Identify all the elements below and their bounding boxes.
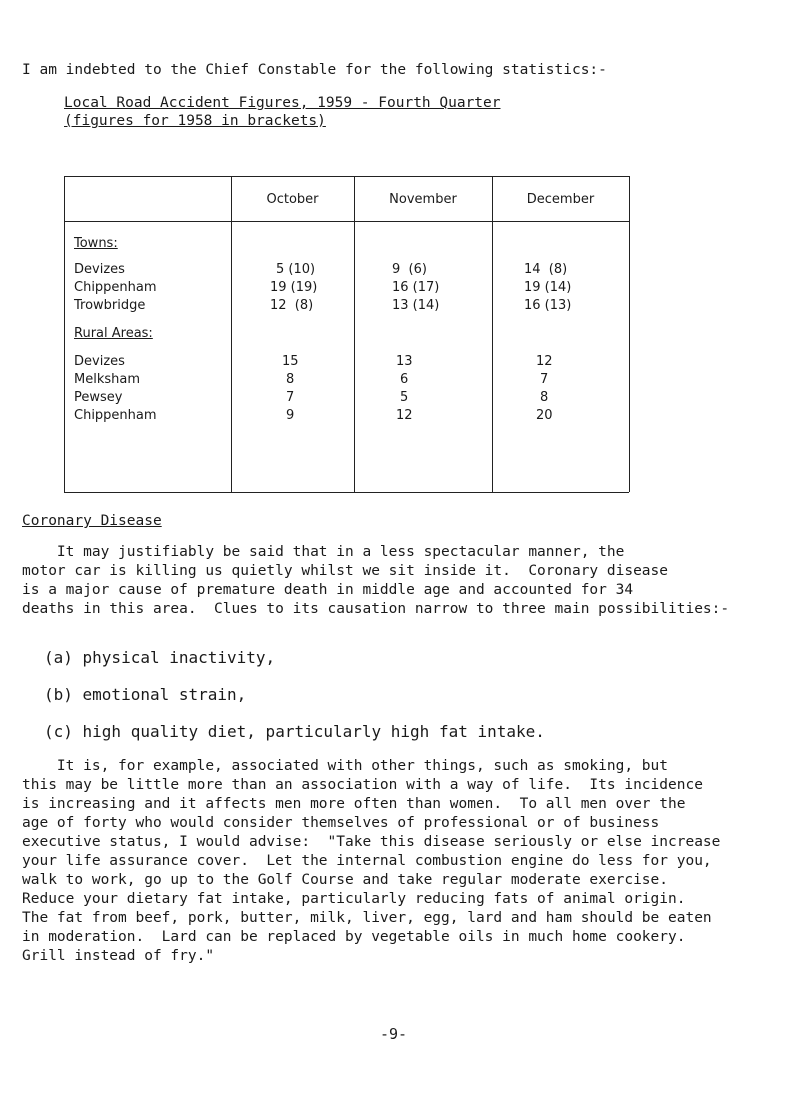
table-border-left <box>64 176 65 492</box>
list-item: (c) high quality diet, particularly high fat intake. <box>44 722 545 741</box>
table-cell: 12 <box>536 354 553 369</box>
table-border-right <box>629 176 630 492</box>
row-label: Chippenham <box>74 280 157 295</box>
row-label: Pewsey <box>74 390 123 405</box>
table-divider <box>492 176 493 492</box>
paragraph-line: this may be little more than an association with a way of life. Its incidence <box>22 777 703 793</box>
table-cell: 9 <box>286 408 295 423</box>
accident-table <box>64 176 629 492</box>
paragraph-line: your life assurance cover. Let the internal combustion engine do less for you, <box>22 853 712 869</box>
table-cell: 16 (17) <box>392 280 440 295</box>
table-cell: 5 <box>400 390 409 405</box>
paragraph-line: is a major cause of premature death in middle age and accounted for 34 <box>22 582 634 598</box>
table-header-rule <box>64 221 629 222</box>
row-label: Devizes <box>74 354 125 369</box>
paragraph-line: Reduce your dietary fat intake, particularly reducing fats of animal origin. <box>22 891 686 907</box>
table-cell: 15 <box>282 354 299 369</box>
row-label: Chippenham <box>74 408 157 423</box>
intro-text: I am indebted to the Chief Constable for the following statistics:- <box>22 62 607 78</box>
paragraph-line: age of forty who would consider themselves of professional or of business <box>22 815 660 831</box>
paragraph-line: walk to work, go up to the Golf Course and take regular moderate exercise. <box>22 872 669 888</box>
column-header-december: December <box>526 192 595 207</box>
column-header-october: October <box>266 192 319 207</box>
paragraph-line: executive status, I would advise: "Take this disease seriously or else increase <box>22 834 721 850</box>
table-border-bottom <box>64 492 629 493</box>
list-item: (b) emotional strain, <box>44 685 247 704</box>
table-border-top <box>64 176 629 177</box>
table-cell: 19 (19) <box>270 280 318 295</box>
row-label: Devizes <box>74 262 125 277</box>
paragraph-line: motor car is killing us quietly whilst we sit inside it. Coronary disease <box>22 563 669 579</box>
table-cell: 13 (14) <box>392 298 440 313</box>
table-cell: 8 <box>540 390 549 405</box>
towns-section-label: Towns: <box>74 236 118 251</box>
page-number: -9- <box>380 1025 408 1043</box>
table-cell: 9 (6) <box>392 262 427 277</box>
row-label: Melksham <box>74 372 140 387</box>
section-title: Coronary Disease <box>22 513 162 529</box>
table-cell: 7 <box>540 372 549 387</box>
table-divider <box>231 176 232 492</box>
table-cell: 6 <box>400 372 409 387</box>
table-cell: 19 (14) <box>524 280 572 295</box>
table-subheading: (figures for 1958 in brackets) <box>64 113 326 129</box>
paragraph-line: It is, for example, associated with other things, such as smoking, but <box>22 758 669 774</box>
paragraph-line: in moderation. Lard can be replaced by vegetable oils in much home cookery. <box>22 929 686 945</box>
paragraph-line: is increasing and it affects men more often than women. To all men over the <box>22 796 686 812</box>
paragraph-line: It may justifiably be said that in a less spectacular manner, the <box>22 544 625 560</box>
paragraph-line: The fat from beef, pork, butter, milk, liver, egg, lard and ham should be eaten <box>22 910 712 926</box>
column-header-november: November <box>389 192 457 207</box>
table-cell: 14 (8) <box>524 262 568 277</box>
table-divider <box>354 176 355 492</box>
paragraph-line: Grill instead of fry." <box>22 948 215 964</box>
rural-section-label: Rural Areas: <box>74 326 153 341</box>
list-item: (a) physical inactivity, <box>44 648 276 667</box>
table-cell: 8 <box>286 372 295 387</box>
table-heading: Local Road Accident Figures, 1959 - Fourth Quarter <box>64 95 501 111</box>
table-cell: 7 <box>286 390 295 405</box>
table-cell: 20 <box>536 408 553 423</box>
table-cell: 5 (10) <box>276 262 316 277</box>
row-label: Trowbridge <box>74 298 146 313</box>
table-cell: 12 <box>396 408 413 423</box>
table-cell: 16 (13) <box>524 298 572 313</box>
paragraph-line: deaths in this area. Clues to its causation narrow to three main possibilities:- <box>22 601 730 617</box>
table-cell: 13 <box>396 354 413 369</box>
table-cell: 12 (8) <box>270 298 314 313</box>
